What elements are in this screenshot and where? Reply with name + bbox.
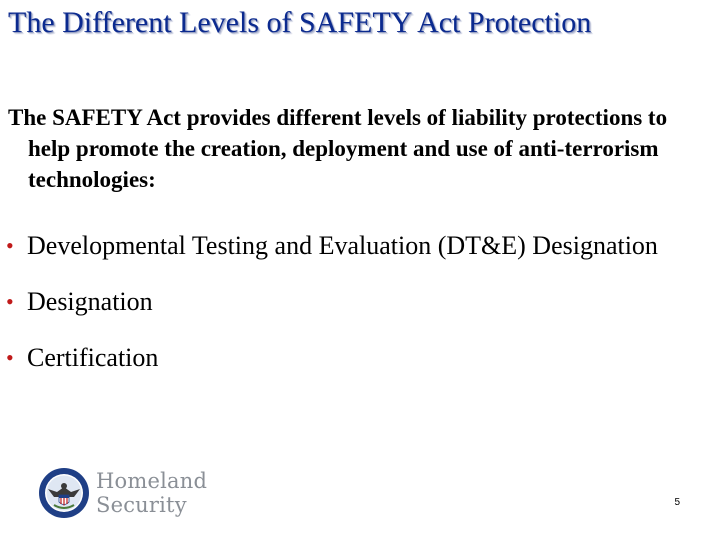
- bullet-text: Designation: [27, 287, 153, 316]
- dhs-seal-icon: [38, 467, 90, 519]
- slide-title: The Different Levels of SAFETY Act Protection: [8, 6, 592, 39]
- page-number: 5: [674, 497, 680, 508]
- intro-paragraph: The SAFETY Act provides different levels of liability protections to help promote the creation, deployment and use of anti-terrorism technologies:: [8, 105, 668, 192]
- bullet-item-designation: [6, 284, 696, 319]
- logo-wordmark: [96, 469, 207, 517]
- logo-line-homeland: Homeland: [96, 469, 208, 493]
- bullet-text: Developmental Testing and Evaluation (DT&E) Designation: [27, 231, 658, 260]
- bullet-dot: •: [6, 345, 14, 370]
- bullet-dot: •: [6, 289, 14, 314]
- bullet-text: Certification: [27, 343, 159, 372]
- bullet-list: [6, 228, 696, 375]
- bullet-item-certification: [6, 340, 696, 375]
- bullet-dot: •: [6, 233, 14, 258]
- homeland-security-logo: [38, 467, 207, 519]
- logo-line-security: Security: [96, 493, 187, 517]
- bullet-item-dte: [6, 228, 696, 263]
